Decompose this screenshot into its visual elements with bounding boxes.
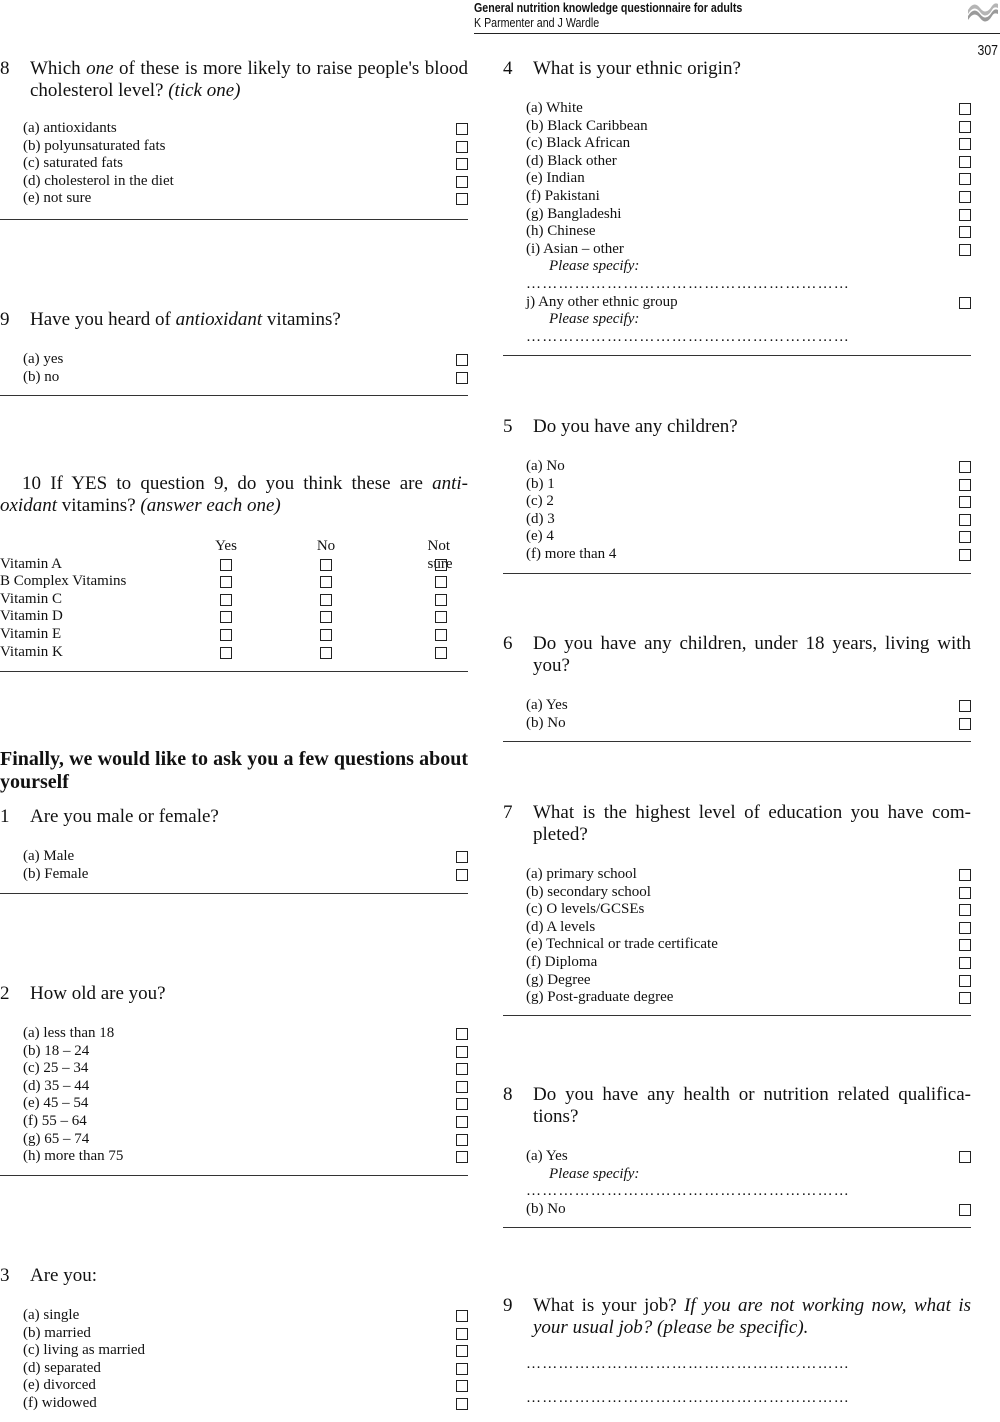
option-label: (b) 1 bbox=[526, 475, 555, 492]
option-label: (b) Black Caribbean bbox=[526, 117, 648, 134]
option-label: (f) widowed bbox=[23, 1394, 97, 1411]
question-10-vitamins bbox=[0, 473, 468, 661]
publisher-logo-icon bbox=[966, 2, 1000, 26]
checkbox[interactable] bbox=[456, 1363, 468, 1375]
option-row bbox=[526, 901, 971, 919]
divider bbox=[0, 395, 468, 396]
option-row bbox=[526, 511, 971, 529]
table-row bbox=[0, 573, 468, 591]
question-title bbox=[0, 309, 468, 331]
question-text: vitamins? bbox=[57, 495, 141, 516]
checkbox[interactable] bbox=[456, 1345, 468, 1357]
option-row bbox=[526, 954, 971, 972]
option-row bbox=[526, 476, 971, 494]
divider bbox=[0, 219, 468, 220]
option-label: (g) Bangladeshi bbox=[526, 205, 622, 222]
option-row bbox=[23, 1078, 468, 1096]
question-number: 6 bbox=[503, 633, 513, 654]
divider bbox=[0, 671, 468, 672]
option-label: (d) Black other bbox=[526, 152, 617, 169]
option-row bbox=[23, 155, 468, 173]
option-row bbox=[23, 1060, 468, 1078]
option-label: (b) No bbox=[526, 714, 566, 731]
checkbox[interactable] bbox=[959, 549, 971, 561]
question-number: 9 bbox=[0, 309, 10, 330]
question-number: 4 bbox=[503, 58, 513, 79]
question-text: What is your job? bbox=[533, 1295, 685, 1316]
checkbox[interactable] bbox=[456, 1098, 468, 1110]
checkbox-yes[interactable] bbox=[220, 559, 232, 571]
checkbox-not-sure[interactable] bbox=[435, 611, 447, 623]
question-emphasis: antioxidant bbox=[175, 309, 263, 330]
checkbox[interactable] bbox=[456, 851, 468, 863]
question-title bbox=[0, 473, 468, 517]
checkbox-no[interactable] bbox=[320, 611, 332, 623]
checkbox[interactable] bbox=[959, 244, 971, 256]
option-label: (i) Asian – other bbox=[526, 240, 624, 257]
checkbox[interactable] bbox=[959, 887, 971, 899]
row-label: Vitamin K bbox=[0, 643, 63, 660]
option-label: (a) Yes bbox=[526, 1148, 568, 1164]
question-text: What is the highest level of education you have com-pleted? bbox=[533, 802, 971, 845]
specify-label: Please specify: bbox=[549, 1165, 640, 1182]
option-label: (g) Post-graduate degree bbox=[526, 989, 674, 1006]
checkbox[interactable] bbox=[456, 193, 468, 205]
option-label: (e) Technical or trade certificate bbox=[526, 936, 718, 953]
checkbox[interactable] bbox=[959, 1151, 971, 1163]
question-number: 3 bbox=[0, 1265, 10, 1286]
option-row bbox=[526, 241, 971, 259]
option-row bbox=[23, 1342, 468, 1360]
option-label: (a) single bbox=[23, 1307, 80, 1323]
question-2-age bbox=[0, 983, 468, 1166]
question-text: Have you heard of bbox=[30, 309, 176, 330]
option-row bbox=[23, 1095, 468, 1113]
option-row bbox=[23, 1377, 468, 1395]
row-label: Vitamin C bbox=[0, 590, 63, 607]
question-text: How old are you? bbox=[30, 983, 166, 1004]
divider bbox=[503, 741, 971, 742]
option-label: (b) married bbox=[23, 1324, 91, 1341]
checkbox[interactable] bbox=[959, 718, 971, 730]
option-label: (b) polyunsaturated fats bbox=[23, 137, 166, 154]
checkbox[interactable] bbox=[959, 209, 971, 221]
option-label: (a) yes bbox=[23, 351, 64, 367]
option-row bbox=[526, 206, 971, 224]
option-label: (c) 25 – 34 bbox=[23, 1060, 89, 1077]
option-label: (e) 45 – 54 bbox=[23, 1095, 89, 1112]
option-row bbox=[23, 1025, 468, 1043]
option-label: (f) Pakistani bbox=[526, 187, 600, 204]
divider bbox=[503, 573, 971, 574]
running-title: General nutrition knowledge questionnaire for adults bbox=[474, 0, 743, 15]
option-label: (a) antioxidants bbox=[23, 120, 117, 136]
checkbox[interactable] bbox=[456, 141, 468, 153]
checkbox[interactable] bbox=[959, 514, 971, 526]
column-header-yes: Yes bbox=[215, 538, 237, 554]
option-label: (a) White bbox=[526, 100, 583, 116]
option-label: (h) more than 75 bbox=[23, 1148, 124, 1165]
option-row bbox=[23, 351, 468, 369]
question-title bbox=[0, 806, 468, 828]
option-row bbox=[526, 100, 971, 118]
question-title bbox=[503, 416, 971, 438]
question-3-marital-status bbox=[0, 1265, 468, 1413]
option-row bbox=[526, 1148, 971, 1166]
question-title bbox=[503, 633, 971, 677]
question-number: 5 bbox=[503, 416, 513, 437]
option-label: (a) primary school bbox=[526, 866, 637, 882]
option-row bbox=[23, 138, 468, 156]
question-text: of these is more likely to raise people's blood cholesterol level? bbox=[30, 58, 469, 101]
option-label: (e) 4 bbox=[526, 528, 554, 545]
table-row bbox=[0, 556, 468, 574]
row-label: Vitamin E bbox=[0, 625, 62, 642]
checkbox-no[interactable] bbox=[320, 629, 332, 641]
job-answer-line[interactable]: …………………………………………………… bbox=[526, 1389, 850, 1406]
option-row bbox=[526, 884, 971, 902]
vitamin-table bbox=[0, 538, 468, 661]
checkbox[interactable] bbox=[456, 1398, 468, 1410]
option-label: (c) saturated fats bbox=[23, 155, 123, 172]
checkbox-yes[interactable] bbox=[220, 594, 232, 606]
divider bbox=[0, 893, 468, 894]
checkbox[interactable] bbox=[959, 700, 971, 712]
checkbox-not-sure[interactable] bbox=[435, 629, 447, 641]
option-label: (a) Yes bbox=[526, 697, 568, 713]
checkbox[interactable] bbox=[959, 1204, 971, 1216]
checkbox[interactable] bbox=[456, 1134, 468, 1146]
checkbox[interactable] bbox=[959, 191, 971, 203]
checkbox[interactable] bbox=[959, 939, 971, 951]
checkbox[interactable] bbox=[959, 922, 971, 934]
option-row bbox=[23, 190, 468, 208]
divider bbox=[503, 1015, 971, 1016]
option-label: (e) not sure bbox=[23, 190, 92, 207]
question-text: Are you male or female? bbox=[30, 806, 219, 827]
option-row bbox=[526, 919, 971, 937]
question-8-qualifications bbox=[503, 1084, 971, 1218]
option-label: (d) separated bbox=[23, 1359, 101, 1376]
checkbox[interactable] bbox=[456, 176, 468, 188]
option-row bbox=[23, 1043, 468, 1061]
question-instruction: If you are not working now, what is your usual job? (please be specific). bbox=[533, 1295, 972, 1338]
option-label: (b) no bbox=[23, 368, 60, 385]
specify-label: Please specify: bbox=[549, 311, 640, 328]
checkbox[interactable] bbox=[959, 992, 971, 1004]
question-emphasis: one bbox=[86, 58, 114, 79]
checkbox-yes[interactable] bbox=[220, 647, 232, 659]
option-label: (a) Male bbox=[23, 848, 75, 864]
specify-label: Please specify: bbox=[549, 258, 640, 275]
checkbox[interactable] bbox=[959, 531, 971, 543]
question-9-job bbox=[503, 1295, 971, 1407]
option-row bbox=[23, 173, 468, 191]
checkbox-not-sure[interactable] bbox=[435, 576, 447, 588]
option-row bbox=[526, 972, 971, 990]
section-heading: Finally, we would like to ask you a few questions about yourself bbox=[0, 748, 468, 793]
question-number: 8 bbox=[0, 58, 10, 79]
specify-answer-line[interactable]: …………………………………………………… bbox=[526, 275, 850, 292]
checkbox-not-sure[interactable] bbox=[435, 647, 447, 659]
question-title bbox=[503, 802, 971, 846]
question-7-education bbox=[503, 802, 971, 1007]
checkbox[interactable] bbox=[456, 1310, 468, 1322]
option-row bbox=[526, 493, 971, 511]
question-text: vitamins? bbox=[262, 309, 341, 330]
specify-answer-line[interactable]: …………………………………………………… bbox=[526, 328, 850, 345]
checkbox[interactable] bbox=[959, 869, 971, 881]
checkbox-yes[interactable] bbox=[220, 629, 232, 641]
option-label: (b) 18 – 24 bbox=[23, 1042, 90, 1059]
checkbox[interactable] bbox=[959, 297, 971, 309]
question-number: 1 bbox=[0, 806, 10, 827]
header-rule bbox=[474, 33, 1000, 34]
checkbox[interactable] bbox=[456, 123, 468, 135]
row-label: Vitamin D bbox=[0, 608, 63, 625]
table-row bbox=[0, 608, 468, 626]
checkbox[interactable] bbox=[959, 173, 971, 185]
option-row bbox=[23, 848, 468, 866]
checkbox-not-sure[interactable] bbox=[435, 559, 447, 571]
checkbox-no[interactable] bbox=[320, 594, 332, 606]
option-label: (b) Female bbox=[23, 865, 89, 882]
option-label: (g) Degree bbox=[526, 971, 591, 988]
question-number: 9 bbox=[503, 1295, 513, 1316]
checkbox[interactable] bbox=[456, 354, 468, 366]
option-row bbox=[526, 118, 971, 136]
option-label: (d) 3 bbox=[526, 510, 555, 527]
option-row bbox=[23, 120, 468, 138]
specify-answer-line[interactable]: …………………………………………………… bbox=[526, 1183, 850, 1200]
question-emphasis: anti-oxidant bbox=[0, 473, 468, 516]
option-row bbox=[23, 1113, 468, 1131]
option-label: (e) divorced bbox=[23, 1377, 96, 1394]
divider bbox=[0, 1175, 468, 1176]
option-row bbox=[23, 1360, 468, 1378]
checkbox[interactable] bbox=[456, 1046, 468, 1058]
checkbox[interactable] bbox=[456, 869, 468, 881]
option-row bbox=[23, 1307, 468, 1325]
option-label: (c) 2 bbox=[526, 493, 554, 510]
column-header-not-sure: Not sure bbox=[427, 538, 453, 572]
option-label: (c) O levels/GCSEs bbox=[526, 901, 645, 918]
checkbox[interactable] bbox=[959, 138, 971, 150]
page-number: 307 bbox=[977, 42, 998, 59]
row-label: B Complex Vitamins bbox=[0, 573, 127, 590]
question-text: What is your ethnic origin? bbox=[533, 58, 741, 79]
option-row bbox=[526, 866, 971, 884]
question-text: Do you have any children? bbox=[533, 416, 738, 437]
checkbox[interactable] bbox=[456, 1063, 468, 1075]
option-row bbox=[526, 458, 971, 476]
option-label: (b) secondary school bbox=[526, 883, 651, 900]
checkbox[interactable] bbox=[456, 1328, 468, 1340]
question-number: 7 bbox=[503, 802, 513, 823]
checkbox[interactable] bbox=[959, 496, 971, 508]
checkbox[interactable] bbox=[959, 957, 971, 969]
checkbox-yes[interactable] bbox=[220, 576, 232, 588]
checkbox[interactable] bbox=[456, 1028, 468, 1040]
question-5-children bbox=[503, 416, 971, 564]
divider bbox=[503, 1227, 971, 1228]
option-label: (a) less than 18 bbox=[23, 1025, 115, 1041]
option-label: (c) Black African bbox=[526, 135, 631, 152]
option-label: j) Any other ethnic group bbox=[526, 293, 678, 310]
divider bbox=[503, 355, 971, 356]
question-text: Do you have any children, under 18 years, living with you? bbox=[533, 633, 971, 676]
option-row bbox=[526, 936, 971, 954]
option-label: (d) 35 – 44 bbox=[23, 1077, 90, 1094]
question-text: Which bbox=[30, 58, 87, 79]
option-label: (a) No bbox=[526, 458, 565, 474]
question-title bbox=[503, 1084, 971, 1128]
option-row bbox=[526, 715, 971, 733]
checkbox[interactable] bbox=[456, 158, 468, 170]
job-answer-line[interactable]: …………………………………………………… bbox=[526, 1356, 850, 1372]
question-8-cholesterol bbox=[0, 58, 468, 208]
option-row bbox=[526, 1201, 971, 1219]
option-label: (b) No bbox=[526, 1200, 566, 1217]
option-row bbox=[23, 1148, 468, 1166]
option-row bbox=[526, 697, 971, 715]
table-row bbox=[0, 644, 468, 662]
option-label: (h) Chinese bbox=[526, 223, 596, 240]
question-number: 2 bbox=[0, 983, 10, 1004]
option-row bbox=[526, 135, 971, 153]
option-row bbox=[23, 1131, 468, 1149]
row-label: Vitamin A bbox=[0, 555, 63, 572]
question-number: 10 bbox=[22, 473, 41, 494]
option-row bbox=[23, 866, 468, 884]
checkbox[interactable] bbox=[959, 975, 971, 987]
question-6-children-under-18 bbox=[503, 633, 971, 732]
checkbox[interactable] bbox=[959, 461, 971, 473]
checkbox[interactable] bbox=[959, 156, 971, 168]
checkbox[interactable] bbox=[959, 904, 971, 916]
checkbox-no[interactable] bbox=[320, 559, 332, 571]
option-row bbox=[526, 153, 971, 171]
question-4-ethnic-origin bbox=[503, 58, 971, 346]
running-authors: K Parmenter and J Wardle bbox=[474, 15, 600, 30]
option-label: (f) Diploma bbox=[526, 953, 598, 970]
question-instruction: (tick one) bbox=[168, 80, 241, 101]
checkbox-no[interactable] bbox=[320, 576, 332, 588]
checkbox[interactable] bbox=[959, 226, 971, 238]
option-row bbox=[23, 369, 468, 387]
option-row bbox=[526, 528, 971, 546]
column-header-no: No bbox=[316, 538, 336, 554]
checkbox[interactable] bbox=[959, 479, 971, 491]
option-label: (d) cholesterol in the diet bbox=[23, 172, 174, 189]
option-row bbox=[526, 223, 971, 241]
checkbox-no[interactable] bbox=[320, 647, 332, 659]
checkbox[interactable] bbox=[456, 372, 468, 384]
question-1-sex bbox=[0, 806, 468, 883]
question-text: Do you have any health or nutrition related qualifica-tions? bbox=[533, 1084, 971, 1127]
checkbox[interactable] bbox=[959, 103, 971, 115]
option-label: (d) A levels bbox=[526, 918, 596, 935]
option-label: (f) more than 4 bbox=[526, 545, 617, 562]
question-9-antioxidants bbox=[0, 309, 468, 386]
checkbox[interactable] bbox=[959, 121, 971, 133]
table-row bbox=[0, 626, 468, 644]
question-number: 8 bbox=[503, 1084, 513, 1105]
option-row bbox=[526, 188, 971, 206]
checkbox[interactable] bbox=[456, 1081, 468, 1093]
question-text: Are you: bbox=[30, 1265, 98, 1286]
checkbox-not-sure[interactable] bbox=[435, 594, 447, 606]
option-row bbox=[526, 546, 971, 564]
option-row bbox=[526, 170, 971, 188]
question-title bbox=[503, 58, 971, 80]
checkbox-yes[interactable] bbox=[220, 611, 232, 623]
option-label: (c) living as married bbox=[23, 1342, 146, 1359]
question-text: If YES to question 9, do you think these are bbox=[41, 473, 433, 494]
option-row bbox=[526, 294, 971, 312]
checkbox[interactable] bbox=[456, 1151, 468, 1163]
question-title bbox=[503, 1295, 971, 1339]
question-title bbox=[0, 58, 468, 102]
option-row bbox=[23, 1325, 468, 1343]
option-label: (e) Indian bbox=[526, 170, 585, 187]
question-instruction: (answer each one) bbox=[140, 495, 281, 516]
option-row bbox=[526, 989, 971, 1007]
checkbox[interactable] bbox=[456, 1380, 468, 1392]
table-row bbox=[0, 591, 468, 609]
option-row bbox=[23, 1395, 468, 1413]
option-label: (f) 55 – 64 bbox=[23, 1112, 87, 1129]
question-title bbox=[0, 983, 468, 1005]
checkbox[interactable] bbox=[456, 1116, 468, 1128]
question-title bbox=[0, 1265, 468, 1287]
option-label: (g) 65 – 74 bbox=[23, 1130, 90, 1147]
